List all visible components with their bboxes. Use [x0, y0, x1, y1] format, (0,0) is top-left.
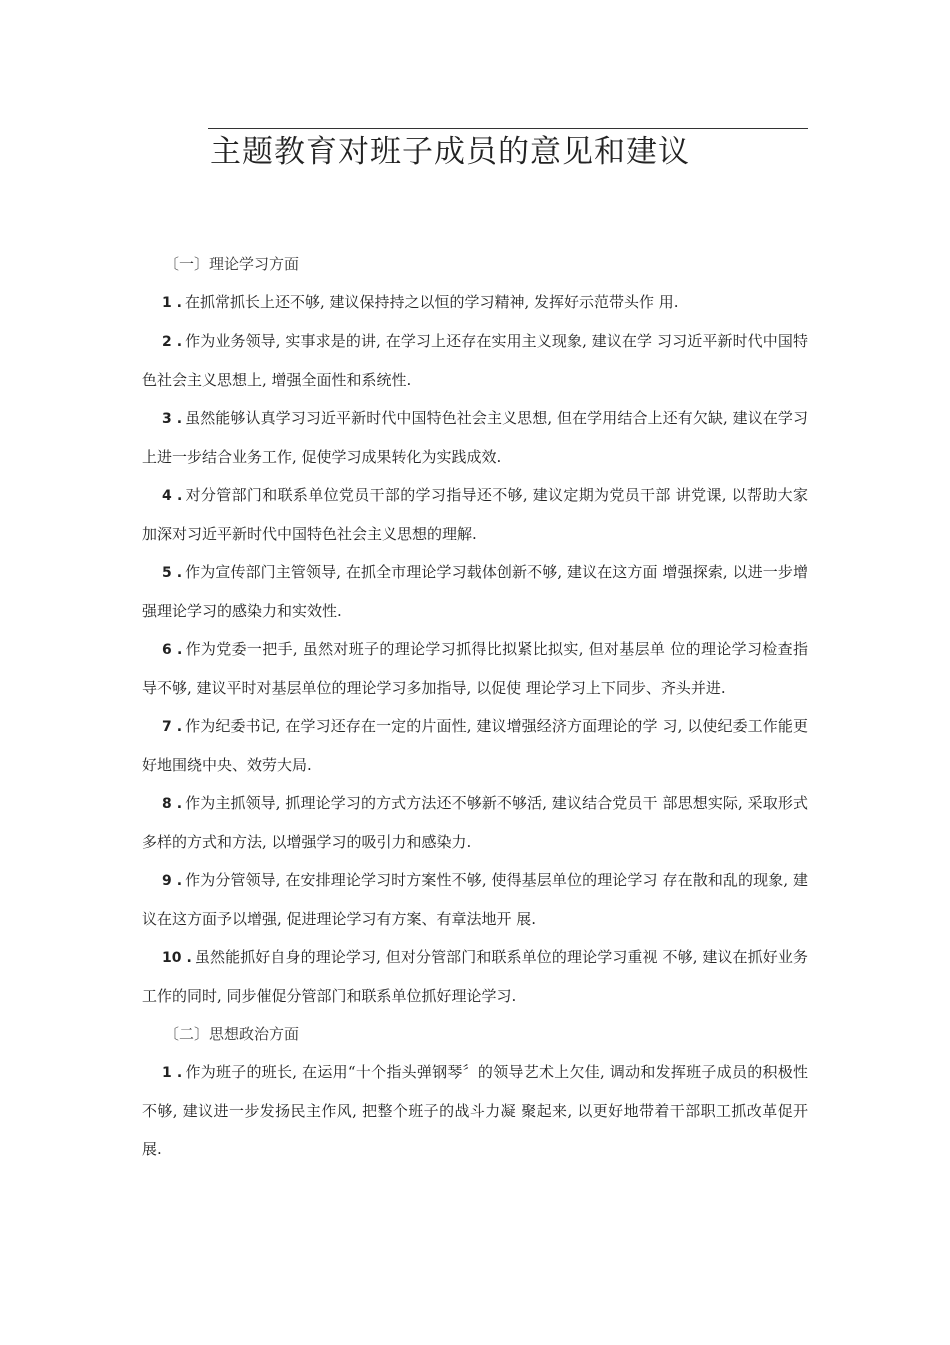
item-text: 虽然能够认真学习习近平新时代中国特色社会主义思想, 但在学用结合上还有欠缺, 建议在学习上进一步结合业务工作, 促使学习成果转化为实践成效. — [142, 409, 808, 466]
page-title: 主题教育对班子成员的意见和建议 — [210, 134, 690, 170]
item-text: 作为班子的班长, 在运用“十个指头弹钢琴〞的领导艺术上欠佳, 调动和发挥班子成员的积极性不够, 建议进一步发扬民主作风, 把整个班子的战斗力凝 聚起来, 以更好地带着干部职工抓改革促开展. — [142, 1063, 808, 1158]
list-item — [142, 283, 808, 322]
item-number: 1 . — [162, 295, 182, 311]
item-text: 作为党委一把手, 虽然对班子的理论学习抓得比拟紧比拟实, 但对基层单 位的理论学习检查指导不够, 建议平时对基层单位的理论学习多加指导, 以促使 理论学习上下同步、齐头并进. — [142, 640, 808, 697]
item-number: 7 . — [162, 719, 183, 735]
item-number: 5 . — [162, 565, 183, 581]
item-number: 1 . — [162, 1065, 183, 1081]
item-text: 作为纪委书记, 在学习还存在一定的片面性, 建议增强经济方面理论的学 习, 以使纪委工作能更好地围绕中央、效劳大局. — [142, 717, 808, 774]
item-text: 在抓常抓长上还不够, 建议保持持之以恒的学习精神, 发挥好示范带头作 用. — [184, 293, 679, 311]
item-number: 4 . — [162, 488, 183, 504]
list-item — [142, 322, 808, 399]
list-item — [142, 938, 808, 1015]
item-number: 6 . — [162, 642, 183, 658]
list-item — [142, 476, 808, 553]
list-item — [142, 553, 808, 630]
item-number: 8 . — [162, 796, 183, 812]
list-item — [142, 707, 808, 784]
list-item — [142, 1053, 808, 1168]
document-body — [142, 245, 808, 1168]
item-text: 对分管部门和联系单位党员干部的学习指导还不够, 建议定期为党员干部 讲党课, 以帮助大家加深对习近平新时代中国特色社会主义思想的理解. — [142, 486, 808, 543]
list-item — [142, 784, 808, 861]
item-text: 作为分管领导, 在安排理论学习时方案性不够, 使得基层单位的理论学习 存在散和乱的现象, 建议在这方面予以增强, 促进理论学习有方案、有章法地开 展. — [142, 871, 808, 928]
section-heading-ideology: 〔二〕思想政治方面 — [164, 1025, 300, 1043]
item-number: 9 . — [162, 873, 183, 889]
list-item — [142, 630, 808, 707]
item-text: 虽然能抓好自身的理论学习, 但对分管部门和联系单位的理论学习重视 不够, 建议在抓好业务工作的同时, 同步催促分管部门和联系单位抓好理论学习. — [142, 948, 808, 1005]
list-item — [142, 399, 808, 476]
item-number: 10 . — [162, 950, 192, 966]
item-number: 3 . — [162, 411, 183, 427]
list-item — [142, 861, 808, 938]
item-text: 作为宣传部门主管领导, 在抓全市理论学习载体创新不够, 建议在这方面 增强探索, 以进一步增强理论学习的感染力和实效性. — [142, 563, 808, 620]
item-text: 作为业务领导, 实事求是的讲, 在学习上还存在实用主义现象, 建议在学 习习近平新时代中国特色社会主义思想上, 增强全面性和系统性. — [142, 332, 808, 389]
section-heading-theory: 〔一〕理论学习方面 — [164, 255, 300, 273]
title-rule — [208, 128, 808, 129]
item-number: 2 . — [162, 334, 183, 350]
item-text: 作为主抓领导, 抓理论学习的方式方法还不够新不够活, 建议结合党员干 部思想实际, 采取形式多样的方式和方法, 以增强学习的吸引力和感染力. — [142, 794, 808, 851]
